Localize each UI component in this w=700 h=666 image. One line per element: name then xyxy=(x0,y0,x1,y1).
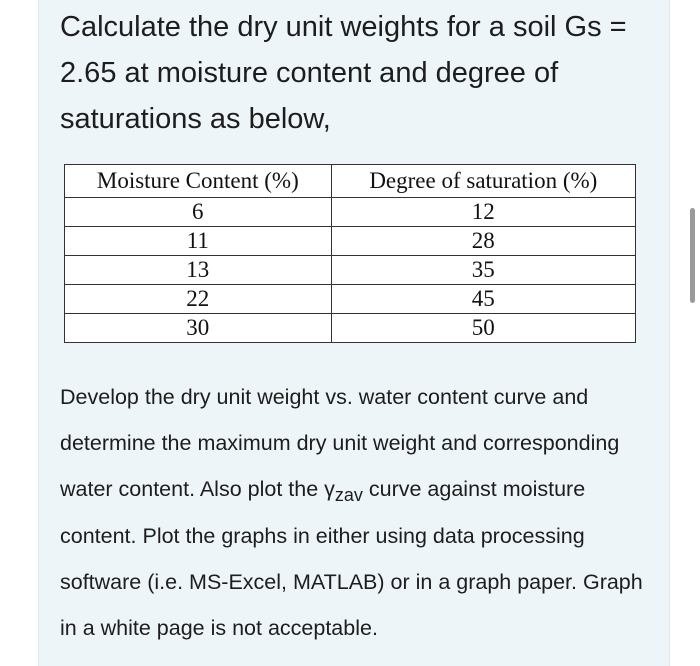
moisture-content-cell: 13 xyxy=(65,256,332,285)
moisture-content-cell: 30 xyxy=(65,314,332,343)
gamma-symbol: γ xyxy=(324,477,335,501)
degree-of-saturation-cell: 50 xyxy=(331,314,635,343)
scrollbar-thumb[interactable] xyxy=(690,208,695,303)
moisture-content-cell: 6 xyxy=(65,198,332,227)
question-text: Calculate the dry unit weights for a soil Gs = 2.65 at moisture content and degree of saturations as below, xyxy=(60,11,627,135)
degree-of-saturation-cell: 35 xyxy=(331,256,635,285)
degree-of-saturation-cell: 45 xyxy=(331,285,635,314)
moisture-content-cell: 22 xyxy=(65,285,332,314)
instructions-part-1: Develop the dry unit weight vs. water content curve and determine the maximum dry unit weight and corresponding water content. Also plot the xyxy=(60,385,620,501)
instructions-part-2: curve against moisture content. Plot the graphs in either using data processing software (i.e. MS-Excel, MATLAB) or in a graph paper. Graph in a white page is not acceptable. xyxy=(60,477,643,640)
table-header-row xyxy=(65,165,636,198)
table-row xyxy=(65,198,636,227)
table-row xyxy=(65,256,636,285)
instructions-text xyxy=(60,374,660,651)
table-row xyxy=(65,314,636,343)
moisture-content-cell: 11 xyxy=(65,227,332,256)
gamma-subscript: zav xyxy=(334,485,363,505)
degree-of-saturation-cell: 12 xyxy=(331,198,635,227)
table-row xyxy=(65,285,636,314)
table-row xyxy=(65,227,636,256)
gamma-zav-symbol xyxy=(324,477,363,505)
data-table xyxy=(64,164,636,343)
header-degree-of-saturation: Degree of saturation (%) xyxy=(331,165,635,198)
header-moisture-content: Moisture Content (%) xyxy=(65,165,332,198)
degree-of-saturation-cell: 28 xyxy=(331,227,635,256)
